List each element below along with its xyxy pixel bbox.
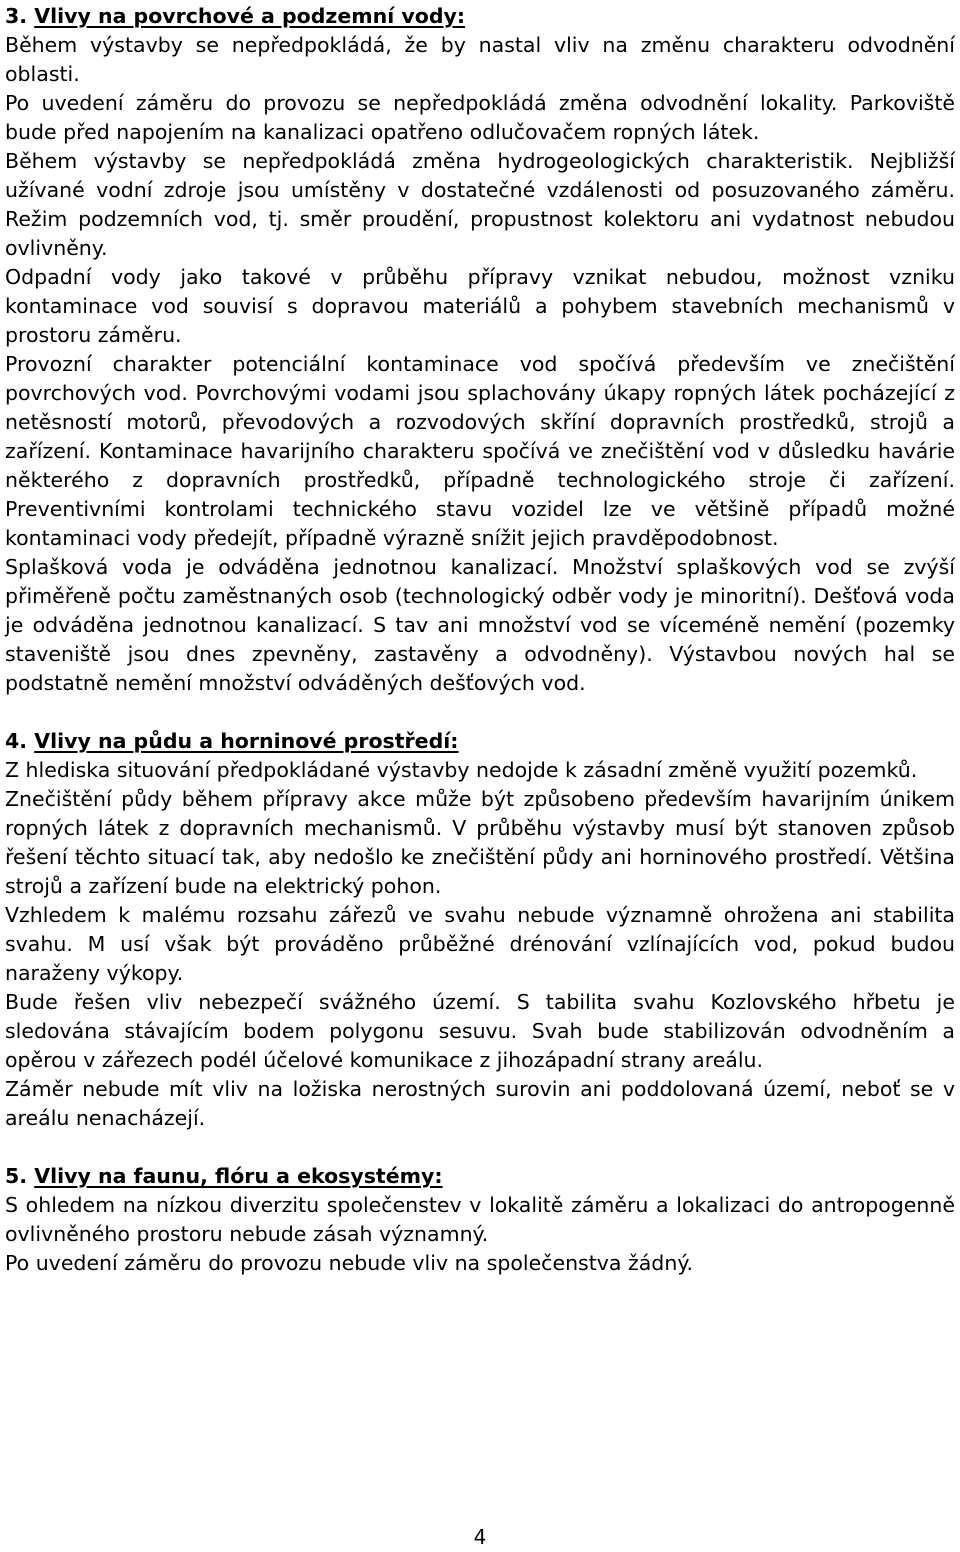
section-5 [5, 1162, 955, 1278]
paragraph: Po uvedení záměru do provozu nebude vliv na společenstva žádný. [5, 1251, 694, 1275]
section-heading [5, 727, 955, 756]
section-title: Vlivy na faunu, flóru a ekosystémy: [34, 1164, 443, 1188]
section-number: 3. [5, 4, 28, 28]
paragraph: Odpadní vody jako takové v průběhu přípravy vznikat nebudou, možnost vzniku kontaminace vod souvisí s dopravou materiálů a pohybem stavebních mechanismů v prostoru záměru. [5, 265, 955, 347]
paragraph: Záměr nebude mít vliv na ložiska nerostných surovin ani poddolovaná území, neboť se v areálu nenacházejí. [5, 1077, 955, 1130]
section-heading [5, 2, 955, 31]
document-page [5, 2, 955, 1278]
paragraph: Splašková voda je odváděna jednotnou kanalizací. Množství splaškových vod se zvýší přiměřeně počtu zaměstnaných osob (technologický odběr vody je minoritní). Dešťová voda je odváděna jednotnou kanalizací. S tav ani množství vod se víceméně nemění (pozemky staveniště jsou dnes zpevněny, zastavěny a odvodněny). Výstavbou nových hal se podstatně nemění množství odváděných dešťových vod. [5, 555, 955, 695]
section-spacer [5, 698, 955, 727]
section-heading [5, 1162, 955, 1191]
section-number: 5. [5, 1164, 28, 1188]
section-title: Vlivy na povrchové a podzemní vody: [34, 4, 466, 28]
section-spacer [5, 1133, 955, 1162]
paragraph: Znečištění půdy během přípravy akce může být způsobeno především havarijním únikem ropných látek z dopravních mechanismů. V průběhu výstavby musí být stanoven způsob řešení těchto situací tak, aby nedošlo ke znečištění půdy ani horninového prostředí. Většina strojů a zařízení bude na elektrický pohon. [5, 787, 955, 898]
paragraph: S ohledem na nízkou diverzitu společenstev v lokalitě záměru a lokalizaci do antropogenně ovlivněného prostoru nebude zásah významný. [5, 1193, 955, 1246]
paragraph: Během výstavby se nepředpokládá, že by nastal vliv na změnu charakteru odvodnění oblasti. [5, 33, 955, 86]
page-number: 4 [473, 1525, 487, 1549]
paragraph: Po uvedení záměru do provozu se nepředpokládá změna odvodnění lokality. Parkoviště bude před napojením na kanalizaci opatřeno odlučovačem ropných látek. [5, 91, 955, 144]
section-number: 4. [5, 729, 28, 753]
section-3 [5, 2, 955, 698]
section-4 [5, 727, 955, 1133]
paragraph: Vzhledem k malému rozsahu zářezů ve svahu nebude významně ohrožena ani stabilita svahu. M usí však být prováděno průběžné drénování vzlínajících vod, pokud budou naraženy výkopy. [5, 903, 955, 985]
paragraph: Provozní charakter potenciální kontaminace vod spočívá především ve znečištění povrchových vod. Povrchovými vodami jsou splachovány úkapy ropných látek pocházející z netěsností motorů, převodových a rozvodových skříní dopravních prostředků, strojů a zařízení. Kontaminace havarijního charakteru spočívá ve znečištění vod v důsledku havárie některého z dopravních prostředků, případně technologického stroje či zařízení. Preventivními kontrolami technického stavu vozidel lze ve většině případů možné kontaminaci vody předejít, případně výrazně snížit jejich pravděpodobnost. [5, 352, 955, 550]
paragraph: Během výstavby se nepředpokládá změna hydrogeologických charakteristik. Nejbližší užívané vodní zdroje jsou umístěny v dostatečné vzdálenosti od posuzovaného záměru. Režim podzemních vod, tj. směr proudění, propustnost kolektoru ani vydatnost nebudou ovlivněny. [5, 149, 955, 260]
section-title: Vlivy na půdu a horninové prostředí: [34, 729, 459, 753]
paragraph: Z hlediska situování předpokládané výstavby nedojde k zásadní změně využití pozemků. [5, 758, 918, 782]
paragraph: Bude řešen vliv nebezpečí svážného území. S tabilita svahu Kozlovského hřbetu je sledována stávajícím bodem polygonu sesuvu. Svah bude stabilizován odvodněním a opěrou v zářezech podél účelové komunikace z jihozápadní strany areálu. [5, 990, 955, 1072]
